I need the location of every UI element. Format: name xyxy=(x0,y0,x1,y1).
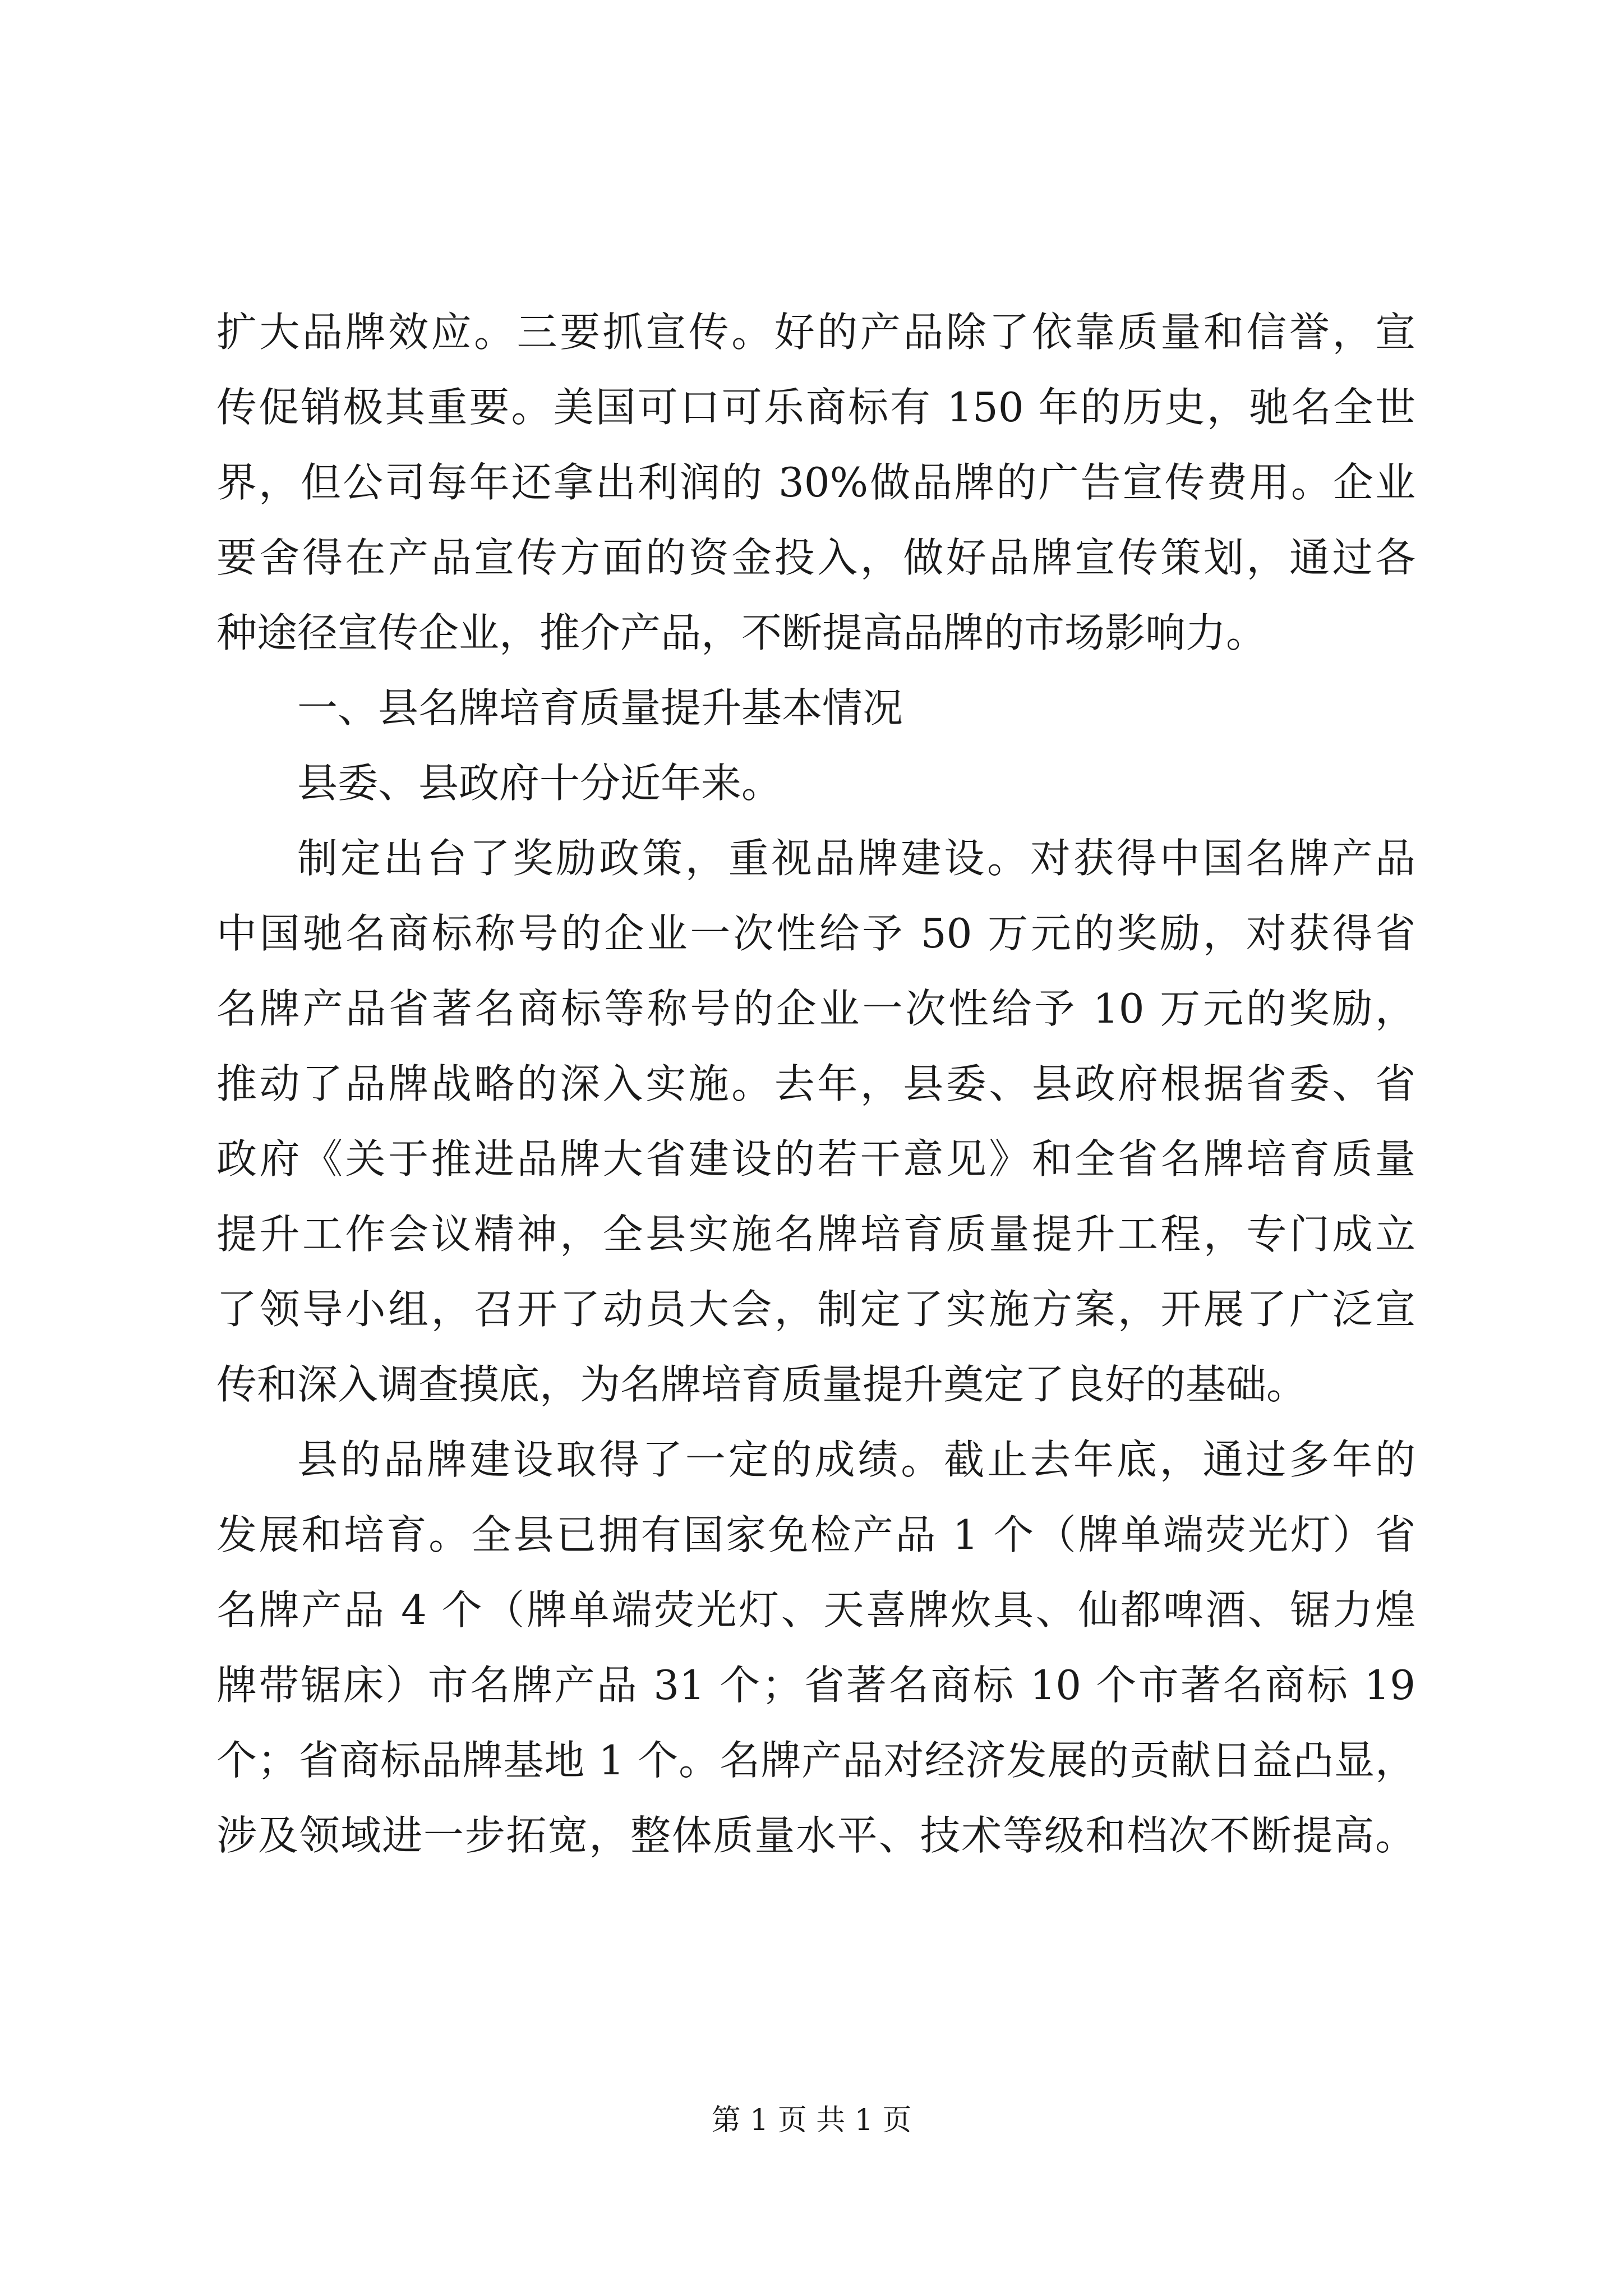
text-line: 县委、县政府十分近年来。 xyxy=(297,760,782,807)
text-line: 推动了品牌战略的深入实施。去年，县委、县政府根据省委、省 xyxy=(216,1060,1415,1107)
text-line: 扩大品牌效应。三要抓宣传。好的产品除了依靠质量和信誉，宣 xyxy=(216,309,1415,356)
text-line: 制定出台了奖励政策，重视品牌建设。对获得中国名牌产品 xyxy=(297,835,1415,882)
text-line: 界，但公司每年还拿出利润的 30%做品牌的广告宣传费用。企业 xyxy=(216,459,1415,506)
page-number-footer: 第 1 页 共 1 页 xyxy=(711,2104,912,2137)
text-line: 了领导小组，召开了动员大会，制定了实施方案，开展了广泛宣 xyxy=(216,1286,1415,1333)
text-line: 传和深入调查摸底，为名牌培育质量提升奠定了良好的基础。 xyxy=(216,1361,1307,1408)
text-line: 种途径宣传企业，推介产品，不断提高品牌的市场影响力。 xyxy=(216,609,1267,656)
text-line: 名牌产品省著名商标等称号的企业一次性给予 10 万元的奖励， xyxy=(216,985,1415,1032)
text-line: 提升工作会议精神，全县实施名牌培育质量提升工程，专门成立 xyxy=(216,1211,1415,1258)
text-line: 牌带锯床）市名牌产品 31 个；省著名商标 10 个市著名商标 19 xyxy=(216,1662,1415,1709)
text-line: 涉及领域进一步拓宽，整体质量水平、技术等级和档次不断提高。 xyxy=(216,1812,1415,1859)
text-line: 政府《关于推进品牌大省建设的若干意见》和全省名牌培育质量 xyxy=(216,1135,1415,1182)
text-line: 县的品牌建设取得了一定的成绩。截止去年底，通过多年的 xyxy=(297,1436,1415,1483)
section-heading: 一、县名牌培育质量提升基本情况 xyxy=(297,684,903,731)
document-body xyxy=(216,295,1415,1873)
text-line: 中国驰名商标称号的企业一次性给予 50 万元的奖励，对获得省 xyxy=(216,910,1415,957)
text-line: 要舍得在产品宣传方面的资金投入，做好品牌宣传策划，通过各 xyxy=(216,534,1415,581)
text-line: 发展和培育。全县已拥有国家免检产品 1 个（牌单端荧光灯）省 xyxy=(216,1511,1415,1558)
text-line: 名牌产品 4 个（牌单端荧光灯、天喜牌炊具、仙都啤酒、锯力煌 xyxy=(216,1586,1415,1634)
text-line: 个；省商标品牌基地 1 个。名牌产品对经济发展的贡献日益凸显， xyxy=(216,1737,1415,1784)
text-line: 传促销极其重要。美国可口可乐商标有 150 年的历史，驰名全世 xyxy=(216,384,1415,431)
